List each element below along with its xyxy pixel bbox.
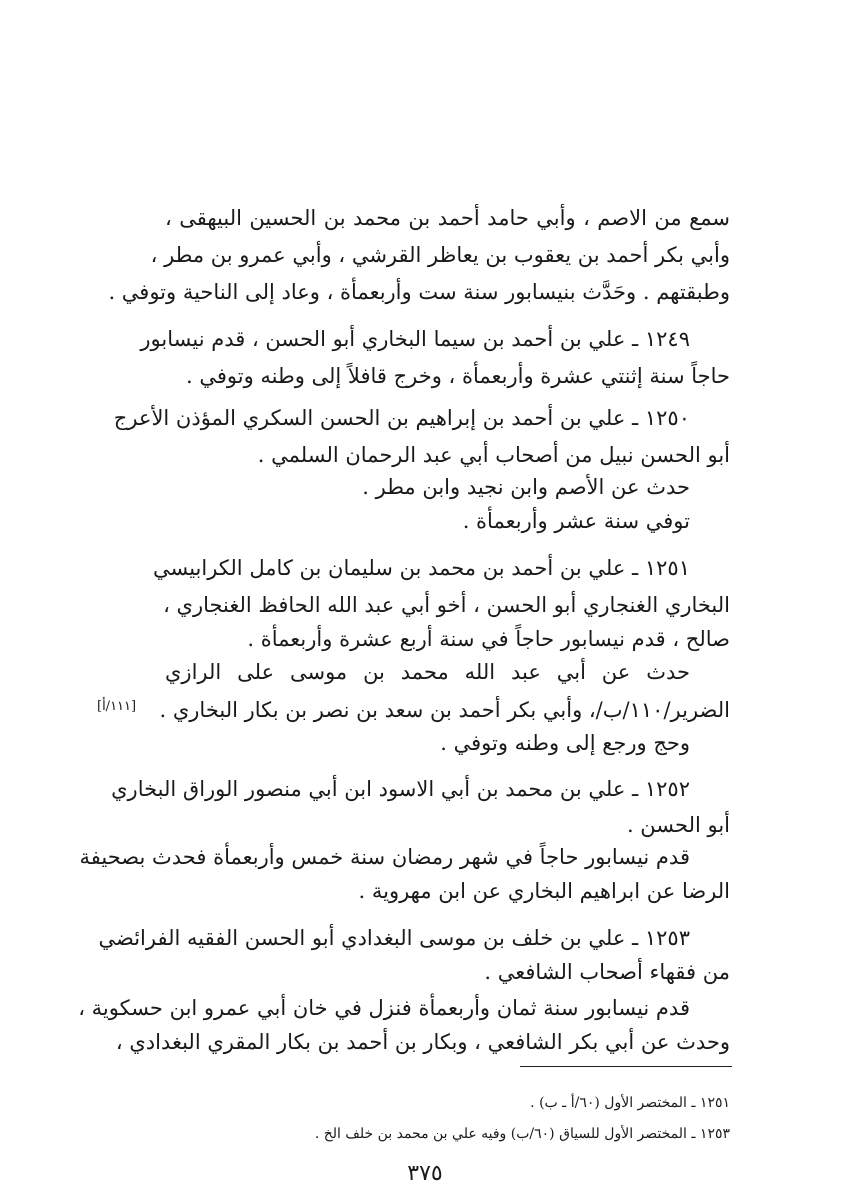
footnote-divider: [520, 1066, 732, 1067]
entry-1251-heading: ١٢٥١ ـ علي بن أحمد بن محمد بن سليمان بن كامل الكرابيسي: [152, 556, 690, 580]
text-line-15: وحج ورجع إلى وطنه وتوفي .: [440, 731, 690, 755]
text-line-23: وحدث عن أبي بكر الشافعي ، وبكار بن أحمد بن بكار المقري البغدادي ،: [115, 1030, 730, 1054]
text-line-17: أبو الحسن .: [626, 813, 730, 837]
entry-1249-heading: ١٢٤٩ ـ علي بن أحمد بن سيما البخاري أبو الحسن ، قدم نيسابور: [140, 327, 690, 351]
text-line-11: البخاري الغنجاري أبو الحسن ، أخو أبي عبد الله الحافظ الغنجاري ،: [163, 593, 730, 617]
text-line-7: أبو الحسن نبيل من أصحاب أبي عبد الرحمان السلمي .: [257, 443, 730, 467]
text-line-21: من فقهاء أصحاب الشافعي .: [484, 960, 730, 984]
text-line-2: وأبي بكر أحمد بن يعقوب بن يعاظر القرشي ، وأبي عمرو بن مطر ،: [150, 243, 730, 267]
footnote-2: ١٢٥٣ ـ المختصر الأول للسياق (٦٠/ب) وفيه علي بن محمد بن خلف الخ .: [314, 1126, 730, 1142]
text-line-12: صالح ، قدم نيسابور حاجاً في سنة أربع عشرة وأربعمأة .: [247, 627, 730, 651]
text-line-13: حدث عن أبي عبد الله محمد بن موسى على الرازي: [165, 660, 690, 684]
text-line-14: الضرير/١١٠/ب/، وأبي بكر أحمد بن سعد بن نصر بن بكار البخاري .: [159, 698, 730, 722]
text-line-8: حدث عن الأصم وابن نجيد وابن مطر .: [362, 475, 690, 499]
footnote-1: ١٢٥١ ـ المختصر الأول (٦٠/أ ـ ب) .: [530, 1095, 730, 1111]
text-line-3: وطبقتهم . وحَدَّث بنيسابور سنة ست وأربعمأة ، وعاد إلى الناحية وتوفي .: [108, 280, 730, 304]
entry-1253-heading: ١٢٥٣ ـ علي بن خلف بن موسى البغدادي أبو الحسن الفقيه الفرائضي: [98, 926, 690, 950]
text-line-18: قدم نيسابور حاجاً في شهر رمضان سنة خمس وأربعمأة فحدث بصحيفة: [79, 845, 690, 869]
margin-folio-reference: [١١١/أ]: [97, 699, 137, 714]
entry-1252-heading: ١٢٥٢ ـ علي بن محمد بن أبي الاسود ابن أبي منصور الوراق البخاري: [111, 777, 690, 801]
entry-1250-heading: ١٢٥٠ ـ علي بن أحمد بن إبراهيم بن الحسن السكري المؤذن الأعرج: [113, 406, 690, 430]
text-line-9: توفي سنة عشر وأربعمأة .: [462, 509, 690, 533]
text-line-19: الرضا عن ابراهيم البخاري عن ابن مهروية .: [358, 879, 730, 903]
text-line-5: حاجاً سنة إثنتي عشرة وأربعمأة ، وخرج قافلاً إلى وطنه وتوفي .: [185, 364, 730, 388]
page-number: ٣٧٥: [407, 1161, 443, 1186]
text-line-22: قدم نيسابور سنة ثمان وأربعمأة فنزل في خان أبي عمرو ابن حسكوية ،: [78, 996, 690, 1020]
text-line-1: سمع من الاصم ، وأبي حامد أحمد بن محمد بن الحسين البيهقى ،: [165, 206, 730, 230]
